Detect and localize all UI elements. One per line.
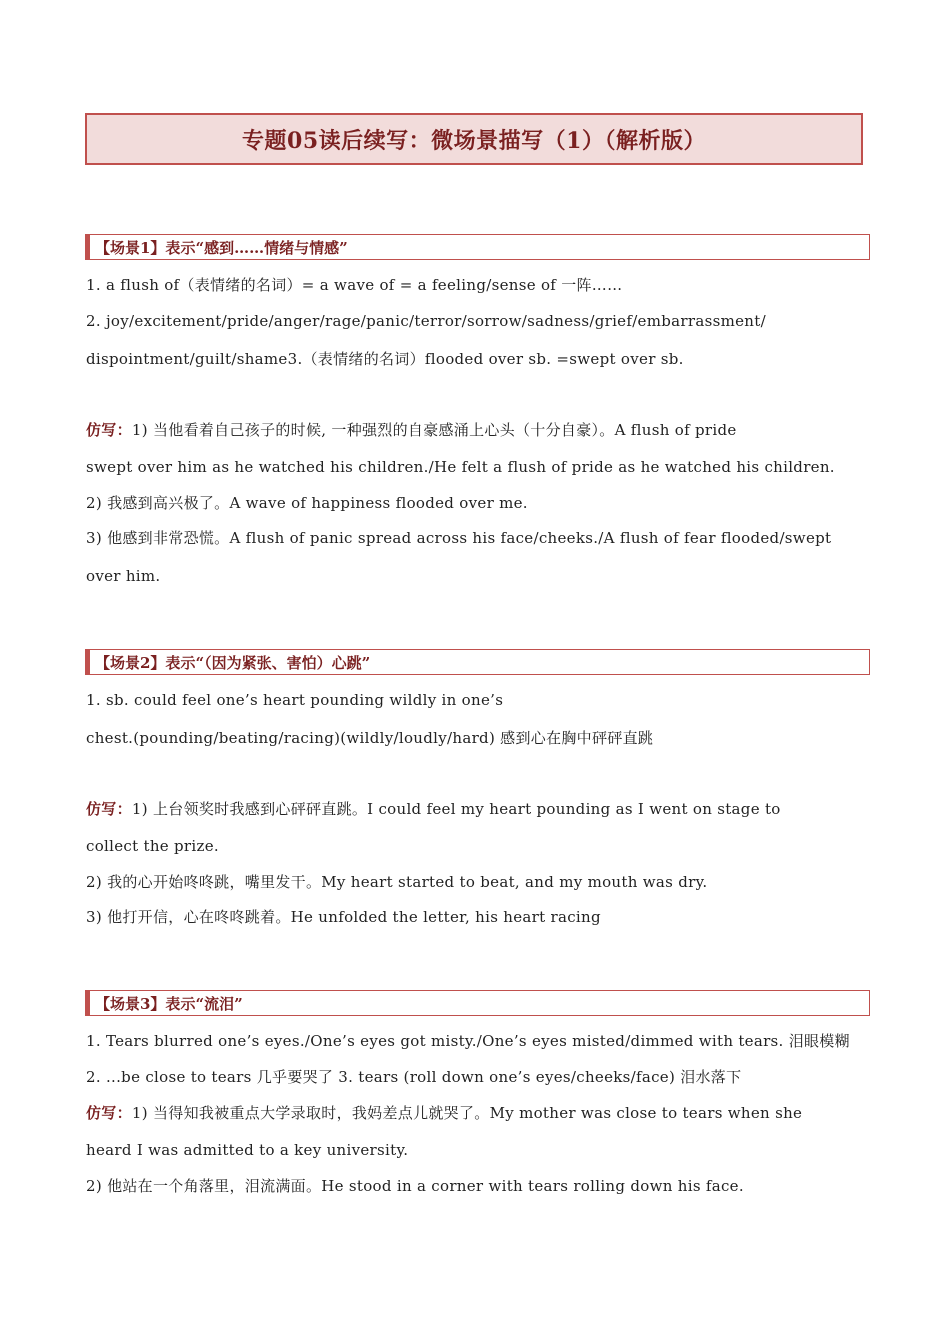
section-1-line: 2. joy/excitement/pride/anger/rage/panic/terror/sorrow/sadness/grief/embarrassment/ <box>86 312 766 330</box>
section-1-practice-line: 仿写：1) 当他看着自己孩子的时候, 一种强烈的自豪感涌上心头（十分自豪）。A flush of pride <box>86 421 737 439</box>
section-3-title: 【场景3】表示“流泪” <box>95 994 243 1013</box>
section-2-line: 3) 他打开信，心在咚咚跳着。He unfolded the letter, his heart racing <box>86 908 601 926</box>
section-1-line: 3) 他感到非常恐慌。A flush of panic spread across his face/cheeks./A flush of fear flooded/swept <box>86 529 832 547</box>
section-2-header <box>85 649 870 675</box>
section-3-line: heard I was admitted to a key university. <box>86 1141 409 1159</box>
section-3-line: 2. ...be close to tears 几乎要哭了 3. tears (roll down one’s eyes/cheeks/face) 泪水落下 <box>86 1068 742 1086</box>
practice-label: 仿写： <box>86 800 132 818</box>
section-2-practice-line: 仿写：1) 上台领奖时我感到心砰砰直跳。I could feel my heart pounding as I went on stage to <box>86 800 781 818</box>
section-2-title: 【场景2】表示“（因为紧张、害怕）心跳” <box>95 653 371 672</box>
section-1-header <box>85 234 870 260</box>
page-title: 专题05读后续写：微场景描写（1）（解析版） <box>242 127 706 154</box>
section-1-line: swept over him as he watched his children./He felt a flush of pride as he watched his children. <box>86 458 835 476</box>
section-3-practice-line: 仿写：1) 当得知我被重点大学录取时，我妈差点儿就哭了。My mother was close to tears when she <box>86 1104 803 1122</box>
section-2-line: 2) 我的心开始咚咚跳，嘴里发干。My heart started to beat, and my mouth was dry. <box>86 873 708 891</box>
section-3-line: 2) 他站在一个角落里，泪流满面。He stood in a corner with tears rolling down his face. <box>86 1177 744 1195</box>
section-1-line: 2) 我感到高兴极了。A wave of happiness flooded over me. <box>86 494 528 512</box>
section-1-line: dispointment/guilt/shame3.（表情绪的名词）flooded over sb. =swept over sb. <box>86 350 684 368</box>
section-2-line: collect the prize. <box>86 837 219 855</box>
practice-label: 仿写： <box>86 421 132 439</box>
section-1-line: 1. a flush of（表情绪的名词）= a wave of = a feeling/sense of 一阵…… <box>86 276 623 294</box>
section-3-line: 1. Tears blurred one’s eyes./One’s eyes got misty./One’s eyes misted/dimmed with tears. 泪眼模糊 <box>86 1032 850 1050</box>
section-2-line: 1. sb. could feel one’s heart pounding wildly in one’s <box>86 691 504 709</box>
section-1-title: 【场景1】表示“感到……情绪与情感” <box>95 238 348 257</box>
section-3-header <box>85 990 870 1016</box>
title-box <box>85 113 863 165</box>
section-1-line: over him. <box>86 567 161 585</box>
practice-label: 仿写： <box>86 1104 132 1122</box>
section-2-line: chest.(pounding/beating/racing)(wildly/loudly/hard) 感到心在胸中砰砰直跳 <box>86 729 654 747</box>
